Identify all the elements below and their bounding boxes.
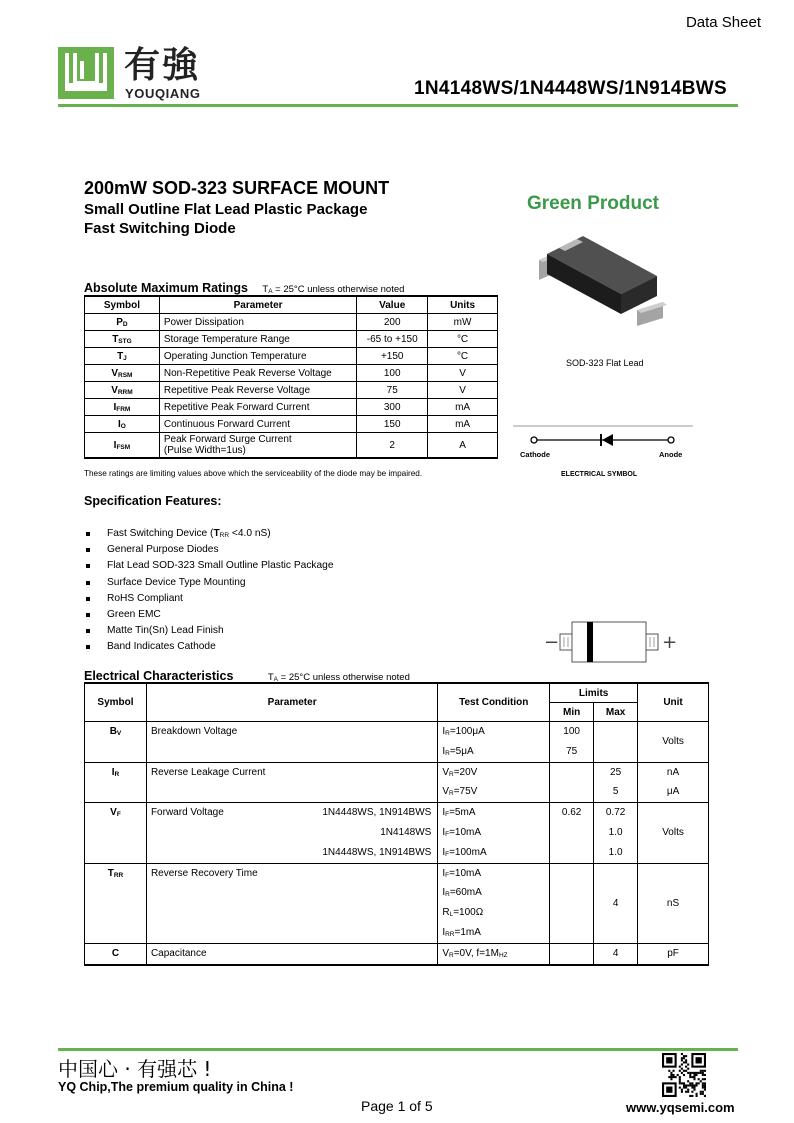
symbol-cell: C [85,943,147,964]
green-product-label: Green Product [527,193,659,214]
part-numbers: 1N4148WS/1N4448WS/1N914BWS [414,78,727,99]
company-logo-icon [58,47,114,99]
col-parameter: Parameter [146,683,437,722]
col-test-condition: Test Condition [438,683,550,722]
qr-code-icon [662,1053,706,1097]
col-units: Units [428,296,498,314]
symbol-cell: $P_D$ [85,314,160,331]
unit-cell: nS [638,863,709,943]
table-row [85,803,709,863]
value-cell: 75 [357,382,428,399]
condition-cell: $V_R=0V$, $f=1M_{HZ}$ [438,943,550,964]
table-row [85,382,498,399]
unit-cell: mW [428,314,498,331]
unit-cell: Volts [638,803,709,863]
unit-cell: mA [428,399,498,416]
table-row [85,365,498,382]
table-row [85,722,709,763]
parameter-cell: Continuous Forward Current [159,416,356,433]
table-row [85,433,498,459]
value-cell: -65 to +150 [357,331,428,348]
parameter-cell: Repetitive Peak Forward Current [159,399,356,416]
list-item: Fast Switching Device ($T_{RR} <4.0$ nS) [84,528,334,544]
parameter-cell: Reverse Recovery Time [146,863,437,943]
col-value: Value [357,296,428,314]
value-cell: 100 [357,365,428,382]
unit-cell: A [428,433,498,459]
condition-cell: $I_F=10mA$ $I_R=60mA$ $R_L=100\Omega$ $I_{RR}=1mA$ [438,863,550,943]
slogan-chinese: 中国心 · 有强芯 ! [58,1057,212,1081]
min-cell [550,762,594,803]
product-type: Fast Switching Diode [84,220,236,237]
plus-sign: + [662,632,678,653]
sod323-package-image [525,232,670,347]
min-cell: 100 75 [550,722,594,763]
col-limits: Limits [550,683,638,703]
anode-label: Anode [659,450,683,459]
table-header-row [85,296,498,314]
package-outline-diagram [542,620,678,664]
unit-cell: nA μA [638,762,709,803]
cathode-label: Cathode [520,450,550,459]
condition-cell: $I_R=100\mu A$ $I_R=5\mu A$ [438,722,550,763]
features-title: Specification Features: [84,494,222,508]
list-item: Matte Tin(Sn) Lead Finish [84,625,334,641]
symbol-cell: $I_O$ [85,416,160,433]
list-item: Green EMC [84,609,334,625]
parameter-cell: Breakdown Voltage [146,722,437,763]
logo-english-name: YOUQIANG [125,86,201,101]
parameter-cell: Non-Repetitive Peak Reverse Voltage [159,365,356,382]
parameter-cell: Repetitive Peak Reverse Voltage [159,382,356,399]
table-row [85,863,709,943]
parameter-cell: Storage Temperature Range [159,331,356,348]
symbol-cell: $T_{STG}$ [85,331,160,348]
list-item: Flat Lead SOD-323 Small Outline Plastic Package [84,560,334,576]
elec-condition: $T_A = 25^\circ C$ unless otherwise noted [267,672,410,683]
symbol-cell: $I_{FSM}$ [85,433,160,459]
features-list [84,528,334,658]
parameter-cell: Operating Junction Temperature [159,348,356,365]
electrical-symbol-caption: ELECTRICAL SYMBOL [561,471,638,478]
symbol-cell: $T_J$ [85,348,160,365]
table-row [85,416,498,433]
logo-chinese-name: 有強 [124,45,201,86]
min-cell: 0.62 [550,803,594,863]
ratings-note: These ratings are limiting values above which the serviceability of the diode may be impaired. [84,469,423,478]
col-max: Max [594,703,638,722]
max-cell: 0.72 1.0 1.0 [594,803,638,863]
unit-cell: mA [428,416,498,433]
slogan-english: YQ Chip,The premium quality in China ! [58,1080,294,1094]
footer-divider [58,1048,738,1051]
list-item: Surface Device Type Mounting [84,577,334,593]
symbol-cell: $I_{FRM}$ [85,399,160,416]
parameter-cell: Forward Voltage 1N4448WS, 1N914BWS 1N4148WS 1N4448WS, 1N914BWS [146,803,437,863]
min-cell [550,863,594,943]
product-title: 200mW SOD-323 SURFACE MOUNT [84,178,390,198]
unit-cell: °C [428,348,498,365]
elec-title: Electrical Characteristics [84,669,234,683]
list-item: Band Indicates Cathode [84,641,334,657]
symbol-cell: $I_R$ [85,762,147,803]
parameter-cell: Power Dissipation [159,314,356,331]
col-min: Min [550,703,594,722]
parameter-cell: Peak Forward Surge Current (Pulse Width=1us) [159,433,356,459]
unit-cell: pF [638,943,709,964]
symbol-cell: $B_V$ [85,722,147,763]
value-cell: 200 [357,314,428,331]
col-symbol: Symbol [85,683,147,722]
page-number: Page 1 of 5 [361,1098,433,1114]
symbol-cell: $T_{RR}$ [85,863,147,943]
website-link[interactable]: www.yqsemi.com [626,1100,735,1115]
absolute-maximum-ratings-table [84,295,498,459]
table-row [85,399,498,416]
table-row [85,762,709,803]
unit-cell: V [428,382,498,399]
document-type: Data Sheet [685,14,761,31]
table-row [85,331,498,348]
product-subtitle: Small Outline Flat Lead Plastic Package [84,201,368,218]
symbol-cell: $V_{RSM}$ [85,365,160,382]
table-row [85,314,498,331]
symbol-cell: $V_{RRM}$ [85,382,160,399]
package-caption: SOD-323 Flat Lead [566,358,644,368]
min-cell [550,943,594,964]
max-cell: 25 5 [594,762,638,803]
electrical-symbol-diagram [513,425,693,480]
value-cell: +150 [357,348,428,365]
col-symbol: Symbol [85,296,160,314]
condition-cell: $V_R=20V$ $V_R=75V$ [438,762,550,803]
col-unit: Unit [638,683,709,722]
value-cell: 150 [357,416,428,433]
value-cell: 2 [357,433,428,459]
electrical-characteristics-table [84,682,709,966]
abs-max-title: Absolute Maximum Ratings [84,281,248,295]
parameter-cell: Reverse Leakage Current [146,762,437,803]
table-row [85,348,498,365]
parameter-cell: Capacitance [146,943,437,964]
max-cell [594,722,638,763]
list-item: General Purpose Diodes [84,544,334,560]
abs-max-condition: $T_A = 25^\circ C$ unless otherwise noted [262,284,405,295]
header-divider [58,104,738,107]
minus-sign: − [544,632,560,653]
max-cell: 4 [594,943,638,964]
max-cell: 4 [594,863,638,943]
unit-cell: V [428,365,498,382]
value-cell: 300 [357,399,428,416]
symbol-cell: $V_F$ [85,803,147,863]
condition-cell: $I_F=5mA$ $I_F=10mA$ $I_F=100mA$ [438,803,550,863]
unit-cell: Volts [638,722,709,763]
list-item: RoHS Compliant [84,593,334,609]
table-row [85,943,709,964]
unit-cell: °C [428,331,498,348]
col-parameter: Parameter [159,296,356,314]
